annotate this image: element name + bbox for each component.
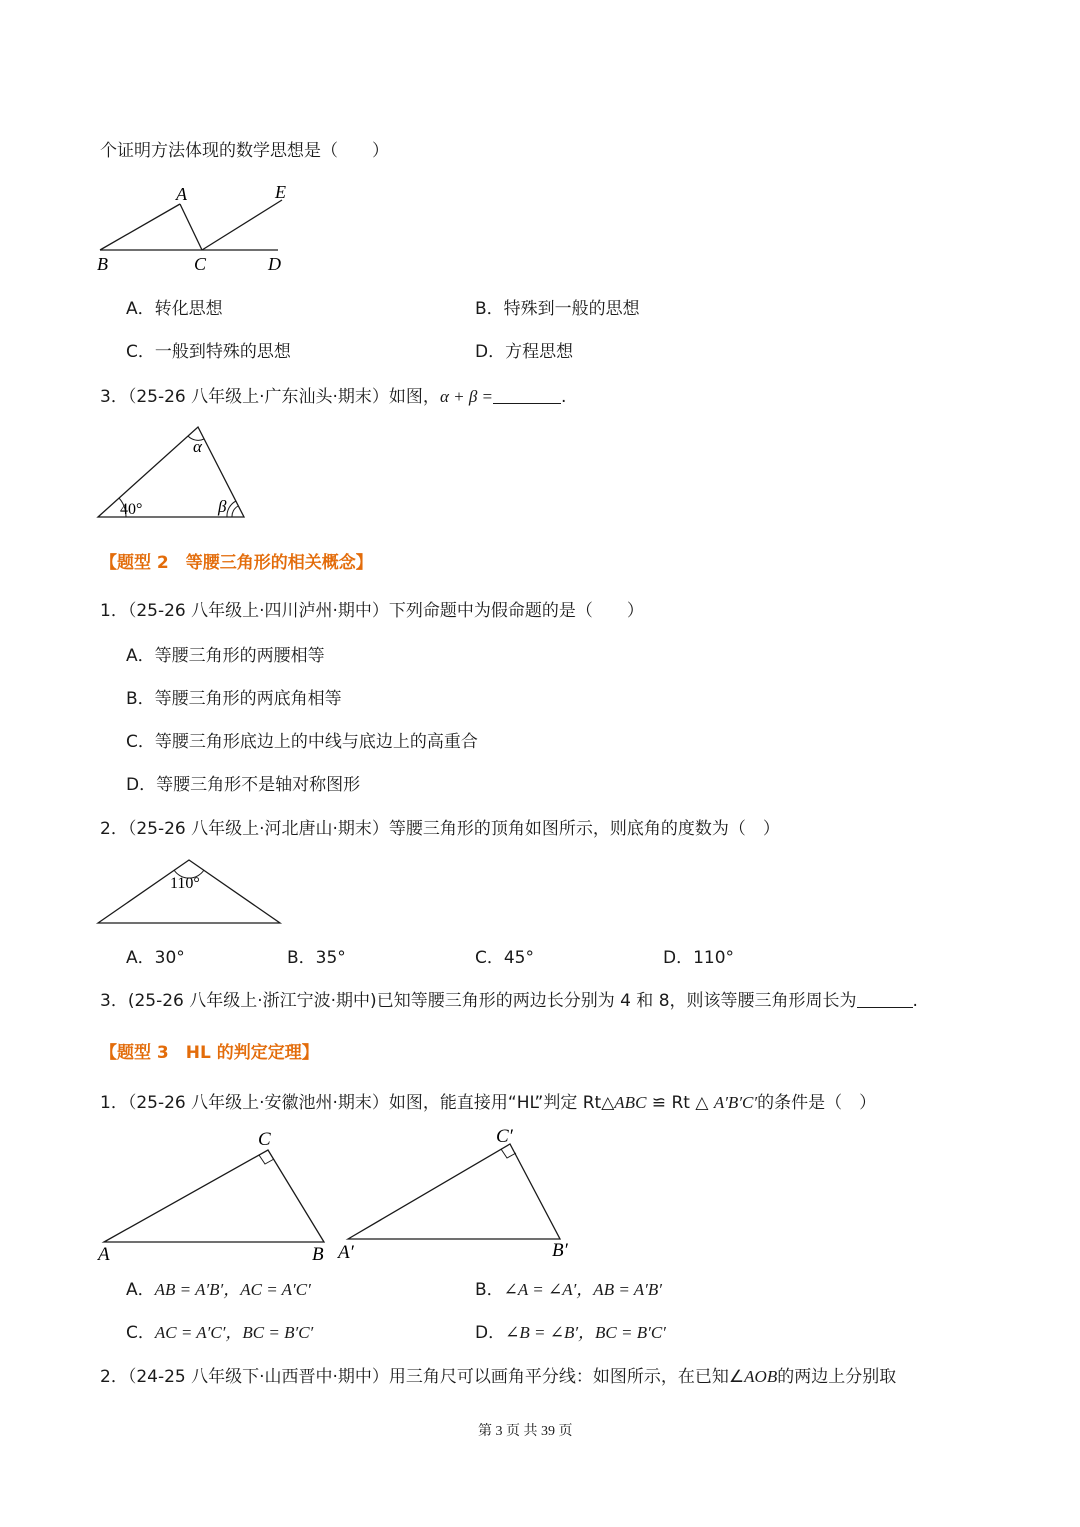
intro-line: 个证明方法体现的数学思想是（ ）	[100, 141, 389, 161]
figure-triangle-abc-ecd	[90, 178, 310, 278]
option-a: A．转化思想	[126, 299, 223, 319]
perimeter-answer-blank[interactable]	[857, 991, 913, 1008]
left-label-c: C	[258, 1129, 271, 1150]
section2-q1-option-c: C．等腰三角形底边上的中线与底边上的高重合	[126, 732, 478, 752]
right-label-b-prime: B′	[552, 1240, 568, 1261]
section3-q1-text-pre: 1．（25-26 八年级上·安徽池州·期末）如图，能直接用“HL”判定 Rt△	[100, 1093, 615, 1113]
section2-q2-option-b: B．35°	[287, 948, 346, 968]
section3-q2-aob: AOB	[744, 1367, 778, 1386]
label-c: C	[194, 254, 207, 274]
right-label-a-prime: A′	[338, 1242, 354, 1263]
label-40-degrees: 40°	[120, 501, 143, 518]
section3-q1-option-b: B．∠A = ∠A′，AB = A′B′	[475, 1280, 662, 1300]
section2-q3-end: .	[912, 991, 918, 1011]
figure-triangle-alpha-beta	[90, 420, 260, 530]
section-heading-3: 【题型 3 HL 的判定定理】	[100, 1043, 319, 1063]
answer-blank[interactable]	[493, 387, 561, 404]
section3-question-2	[100, 1366, 896, 1388]
section3-q1-text-end: 的条件是（ ）	[757, 1093, 877, 1113]
label-e: E	[275, 182, 286, 202]
right-label-c-prime: C′	[496, 1126, 513, 1147]
section3-q1-text-mid: ≌ Rt △	[646, 1093, 714, 1113]
section2-q1-option-a: A．等腰三角形的两腰相等	[126, 646, 325, 666]
section-heading-2: 【题型 2 等腰三角形的相关概念】	[100, 553, 373, 573]
section3-q2-text-end: 的两边上分别取	[777, 1367, 897, 1387]
section2-q1-option-b: B．等腰三角形的两底角相等	[126, 689, 342, 709]
section2-question-2: 2．（25-26 八年级上·河北唐山·期末）等腰三角形的顶角如图所示，则底角的度数为（ ）	[100, 819, 780, 839]
label-110-degrees: 110°	[170, 875, 200, 892]
section2-q3-text: 3．(25-26 八年级上·浙江宁波·期中)已知等腰三角形的两边长分别为 4 和 8，则该等腰三角形周长为	[100, 991, 857, 1011]
label-beta: β	[218, 497, 227, 516]
section3-q2-text-pre: 2．（24-25 八年级下·山西晋中·期中）用三角尺可以画角平分线：如图所示，在已知∠	[100, 1367, 745, 1387]
section3-q1-option-d: D．∠B = ∠B′，BC = B′C′	[475, 1323, 666, 1343]
question-3	[100, 386, 566, 408]
question-3-text: 3．（25-26 八年级上·广东汕头·期末）如图，	[100, 387, 440, 407]
label-a: A	[176, 184, 187, 204]
figure-right-triangles	[90, 1122, 590, 1267]
question-3-end: .	[561, 387, 567, 407]
option-b: B．特殊到一般的思想	[475, 299, 640, 319]
section3-q1-option-c: C．AC = A′C′，BC = B′C′	[126, 1323, 314, 1343]
question-3-math: α + β =	[439, 387, 494, 406]
label-b: B	[97, 254, 108, 274]
page-footer: 第 3 页 共 39 页	[478, 1424, 573, 1439]
section2-q2-option-c: C．45°	[475, 948, 535, 968]
section2-q1-option-d: D．等腰三角形不是轴对称图形	[126, 775, 361, 795]
option-c: C．一般到特殊的思想	[126, 342, 291, 362]
section2-question-1: 1．（25-26 八年级上·四川泸州·期中）下列命题中为假命题的是（ ）	[100, 601, 644, 621]
section3-question-1	[100, 1092, 876, 1114]
option-d: D．方程思想	[475, 342, 574, 362]
left-label-a: A	[98, 1244, 110, 1265]
section2-question-3	[100, 990, 918, 1012]
section2-q2-option-a: A．30°	[126, 948, 185, 968]
section3-q1-option-a: A．AB = A′B′，AC = A′C′	[126, 1280, 311, 1300]
label-alpha: α	[193, 437, 202, 456]
left-label-b: B	[312, 1244, 324, 1265]
section2-q2-option-d: D．110°	[663, 948, 735, 968]
label-d: D	[268, 254, 281, 274]
section3-q1-prime: A′B′C′	[713, 1093, 758, 1112]
section3-q1-abc: ABC	[614, 1093, 647, 1112]
figure-isosceles-110	[90, 852, 290, 932]
